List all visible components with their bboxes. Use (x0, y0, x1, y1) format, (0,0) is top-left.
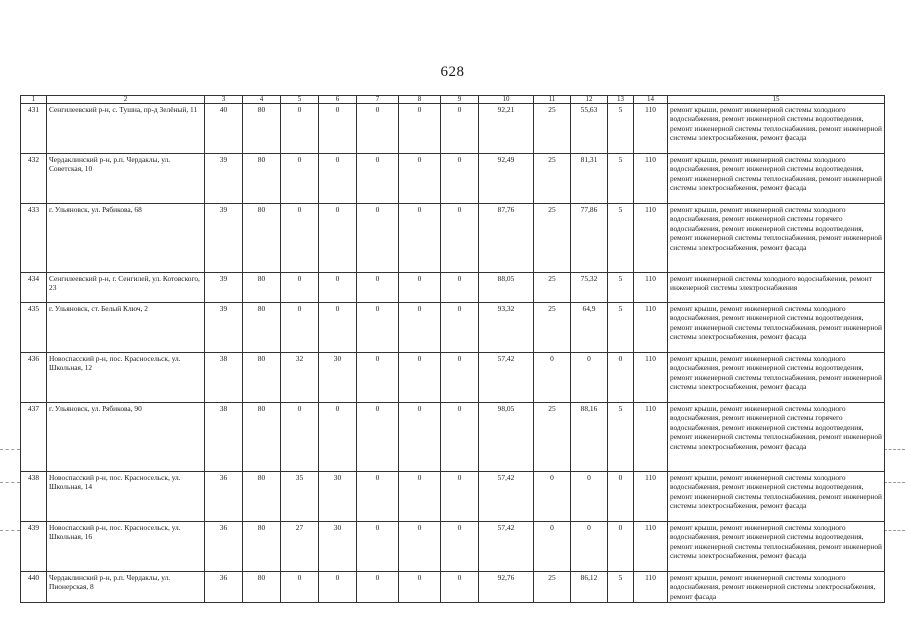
value-cell: 0 (399, 403, 441, 472)
value-cell: 98,05 (479, 403, 534, 472)
value-cell: 25 (534, 273, 571, 303)
value-cell: 30 (319, 472, 357, 522)
scan-artifact-line (884, 530, 905, 531)
column-header: 14 (634, 96, 668, 104)
column-header: 5 (281, 96, 319, 104)
value-cell: 0 (281, 204, 319, 273)
value-cell: 0 (399, 273, 441, 303)
value-cell: 0 (357, 104, 399, 154)
value-cell: 57,42 (479, 353, 534, 403)
column-header: 6 (319, 96, 357, 104)
value-cell: 25 (534, 303, 571, 353)
value-cell: 36 (205, 572, 243, 603)
value-cell: 39 (205, 273, 243, 303)
row-number: 438 (21, 472, 47, 522)
value-cell: 5 (608, 204, 634, 273)
value-cell: 0 (319, 572, 357, 603)
row-number: 440 (21, 572, 47, 603)
value-cell: 80 (243, 104, 281, 154)
column-header: 12 (571, 96, 608, 104)
column-header: 11 (534, 96, 571, 104)
value-cell: 110 (634, 204, 668, 273)
works-description: ремонт крыши, ремонт инженерной системы холодного водоснабжения, ремонт инженерной системы водоотведения, ремонт инженерной системы теплоснабжения, ремонт инженерной системы электроснабжения, ремонт фасада (668, 522, 885, 572)
value-cell: 86,12 (571, 572, 608, 603)
value-cell: 0 (281, 303, 319, 353)
column-header: 7 (357, 96, 399, 104)
value-cell: 0 (534, 472, 571, 522)
value-cell: 0 (534, 353, 571, 403)
value-cell: 25 (534, 403, 571, 472)
works-description: ремонт крыши, ремонт инженерной системы холодного водоснабжения, ремонт инженерной системы горячего водоснабжения, ремонт инженерной системы водоотведения, ремонт инженерной системы теплоснабжения, ремонт инженерной системы электроснабжения, ремонт фасада (668, 204, 885, 273)
value-cell: 55,63 (571, 104, 608, 154)
value-cell: 25 (534, 154, 571, 204)
row-number: 436 (21, 353, 47, 403)
value-cell: 110 (634, 303, 668, 353)
value-cell: 5 (608, 154, 634, 204)
value-cell: 0 (357, 472, 399, 522)
table-row (21, 572, 885, 603)
value-cell: 0 (281, 572, 319, 603)
value-cell: 0 (281, 104, 319, 154)
value-cell: 25 (534, 204, 571, 273)
value-cell: 0 (281, 154, 319, 204)
value-cell: 81,31 (571, 154, 608, 204)
value-cell: 110 (634, 472, 668, 522)
scan-artifact-line (0, 482, 20, 483)
value-cell: 110 (634, 104, 668, 154)
address-cell: г. Ульяновск, ул. Рябикова, 68 (47, 204, 205, 273)
address-cell: Новоспасский р-н, пос. Красносельск, ул. Школьная, 14 (47, 472, 205, 522)
value-cell: 110 (634, 154, 668, 204)
column-header: 4 (243, 96, 281, 104)
value-cell: 0 (319, 154, 357, 204)
address-cell: г. Ульяновск, ул. Рябикова, 90 (47, 403, 205, 472)
value-cell: 92,21 (479, 104, 534, 154)
address-cell: Сенгилеевский р-н, с. Тушна, пр-д Зелёный, 11 (47, 104, 205, 154)
value-cell: 0 (441, 353, 479, 403)
value-cell: 0 (399, 303, 441, 353)
value-cell: 92,76 (479, 572, 534, 603)
value-cell: 0 (534, 522, 571, 572)
value-cell: 39 (205, 204, 243, 273)
value-cell: 80 (243, 472, 281, 522)
value-cell: 38 (205, 403, 243, 472)
value-cell: 87,76 (479, 204, 534, 273)
value-cell: 64,9 (571, 303, 608, 353)
value-cell: 0 (441, 273, 479, 303)
value-cell: 0 (441, 154, 479, 204)
value-cell: 0 (399, 353, 441, 403)
value-cell: 0 (399, 472, 441, 522)
value-cell: 80 (243, 303, 281, 353)
row-number: 433 (21, 204, 47, 273)
value-cell: 0 (357, 403, 399, 472)
row-number: 434 (21, 273, 47, 303)
table-row (21, 204, 885, 273)
value-cell: 110 (634, 273, 668, 303)
value-cell: 25 (534, 104, 571, 154)
address-cell: Новоспасский р-н, пос. Красносельск, ул. Школьная, 16 (47, 522, 205, 572)
row-number: 431 (21, 104, 47, 154)
value-cell: 110 (634, 522, 668, 572)
column-header: 10 (479, 96, 534, 104)
value-cell: 0 (441, 303, 479, 353)
value-cell: 5 (608, 572, 634, 603)
table-row (21, 273, 885, 303)
page-number: 628 (440, 64, 465, 80)
value-cell: 0 (571, 522, 608, 572)
value-cell: 0 (399, 522, 441, 572)
works-description: ремонт крыши, ремонт инженерной системы холодного водоснабжения, ремонт инженерной системы водоотведения, ремонт инженерной системы теплоснабжения, ремонт инженерной системы электроснабжения, ремонт фасада (668, 472, 885, 522)
value-cell: 35 (281, 472, 319, 522)
address-cell: Чердаклинский р-н, р.п. Чердаклы, ул. Советская, 10 (47, 154, 205, 204)
column-header: 1 (21, 96, 47, 104)
works-description: ремонт инженерной системы холодного водоснабжения, ремонт инженерной системы электроснабжения (668, 273, 885, 303)
scan-artifact-line (0, 449, 20, 450)
value-cell: 39 (205, 303, 243, 353)
value-cell: 5 (608, 273, 634, 303)
table-row (21, 522, 885, 572)
value-cell: 0 (281, 273, 319, 303)
scan-artifact-line (884, 449, 905, 450)
value-cell: 93,32 (479, 303, 534, 353)
value-cell: 57,42 (479, 472, 534, 522)
column-header: 3 (205, 96, 243, 104)
value-cell: 38 (205, 353, 243, 403)
value-cell: 110 (634, 403, 668, 472)
address-cell: Чердаклинский р-н, р.п. Чердаклы, ул. Пионерская, 8 (47, 572, 205, 603)
scan-artifact-line (0, 530, 20, 531)
works-description: ремонт крыши, ремонт инженерной системы холодного водоснабжения, ремонт инженерной системы водоотведения, ремонт инженерной системы теплоснабжения, ремонт инженерной системы электроснабжения, ремонт фасада (668, 353, 885, 403)
value-cell: 80 (243, 522, 281, 572)
address-cell: Сенгилеевский р-н, г. Сенгилей, ул. Котовского, 23 (47, 273, 205, 303)
table-row (21, 154, 885, 204)
value-cell: 92,49 (479, 154, 534, 204)
value-cell: 30 (319, 353, 357, 403)
value-cell: 0 (319, 403, 357, 472)
value-cell: 75,32 (571, 273, 608, 303)
column-header: 15 (668, 96, 885, 104)
works-description: ремонт крыши, ремонт инженерной системы холодного водоснабжения, ремонт инженерной системы водоотведения, ремонт инженерной системы теплоснабжения, ремонт инженерной системы электроснабжения, ремонт фасада (668, 154, 885, 204)
works-description: ремонт крыши, ремонт инженерной системы холодного водоснабжения, ремонт инженерной системы водоотведения, ремонт инженерной системы теплоснабжения, ремонт инженерной системы электроснабжения, ремонт фасада (668, 303, 885, 353)
value-cell: 0 (357, 353, 399, 403)
table-row (21, 104, 885, 154)
value-cell: 36 (205, 472, 243, 522)
value-cell: 0 (357, 303, 399, 353)
value-cell: 110 (634, 353, 668, 403)
value-cell: 0 (319, 303, 357, 353)
register-table (20, 95, 885, 603)
column-header: 2 (47, 96, 205, 104)
value-cell: 0 (357, 572, 399, 603)
works-description: ремонт крыши, ремонт инженерной системы холодного водоснабжения, ремонт инженерной системы водоотведения, ремонт инженерной системы теплоснабжения, ремонт инженерной системы электроснабжения, ремонт фасада (668, 104, 885, 154)
value-cell: 0 (357, 273, 399, 303)
works-description: ремонт крыши, ремонт инженерной системы холодного водоснабжения, ремонт инженерной системы горячего водоснабжения, ремонт инженерной системы водоотведения, ремонт инженерной системы теплоснабжения, ремонт инженерной системы электроснабжения, ремонт фасада (668, 403, 885, 472)
value-cell: 39 (205, 154, 243, 204)
table-row (21, 353, 885, 403)
value-cell: 80 (243, 154, 281, 204)
value-cell: 80 (243, 353, 281, 403)
value-cell: 77,86 (571, 204, 608, 273)
table-row (21, 403, 885, 472)
value-cell: 27 (281, 522, 319, 572)
value-cell: 0 (399, 104, 441, 154)
value-cell: 80 (243, 572, 281, 603)
value-cell: 0 (441, 572, 479, 603)
value-cell: 40 (205, 104, 243, 154)
value-cell: 36 (205, 522, 243, 572)
address-cell: г. Ульяновск, ст. Белый Ключ, 2 (47, 303, 205, 353)
value-cell: 80 (243, 204, 281, 273)
value-cell: 0 (281, 403, 319, 472)
row-number: 437 (21, 403, 47, 472)
value-cell: 80 (243, 403, 281, 472)
value-cell: 88,05 (479, 273, 534, 303)
value-cell: 0 (357, 154, 399, 204)
row-number: 432 (21, 154, 47, 204)
value-cell: 0 (357, 204, 399, 273)
value-cell: 5 (608, 303, 634, 353)
value-cell: 0 (441, 204, 479, 273)
value-cell: 0 (441, 472, 479, 522)
value-cell: 0 (608, 353, 634, 403)
value-cell: 57,42 (479, 522, 534, 572)
column-header: 9 (441, 96, 479, 104)
value-cell: 0 (319, 104, 357, 154)
value-cell: 0 (571, 353, 608, 403)
works-description: ремонт крыши, ремонт инженерной системы холодного водоснабжения, ремонт инженерной системы электроснабжения, ремонт фасада (668, 572, 885, 603)
value-cell: 0 (399, 572, 441, 603)
value-cell: 80 (243, 273, 281, 303)
header-row (21, 96, 885, 104)
value-cell: 0 (319, 204, 357, 273)
value-cell: 0 (399, 154, 441, 204)
value-cell: 30 (319, 522, 357, 572)
value-cell: 0 (441, 403, 479, 472)
value-cell: 0 (319, 273, 357, 303)
value-cell: 5 (608, 403, 634, 472)
row-number: 435 (21, 303, 47, 353)
value-cell: 0 (571, 472, 608, 522)
value-cell: 88,16 (571, 403, 608, 472)
address-cell: Новоспасский р-н, пос. Красносельск, ул. Школьная, 12 (47, 353, 205, 403)
table-row (21, 303, 885, 353)
table-row (21, 472, 885, 522)
scan-artifact-line (884, 482, 905, 483)
column-header: 13 (608, 96, 634, 104)
row-number: 439 (21, 522, 47, 572)
value-cell: 0 (441, 104, 479, 154)
value-cell: 32 (281, 353, 319, 403)
value-cell: 0 (608, 472, 634, 522)
value-cell: 0 (399, 204, 441, 273)
value-cell: 110 (634, 572, 668, 603)
value-cell: 0 (357, 522, 399, 572)
value-cell: 25 (534, 572, 571, 603)
value-cell: 5 (608, 104, 634, 154)
column-header: 8 (399, 96, 441, 104)
value-cell: 0 (441, 522, 479, 572)
value-cell: 0 (608, 522, 634, 572)
